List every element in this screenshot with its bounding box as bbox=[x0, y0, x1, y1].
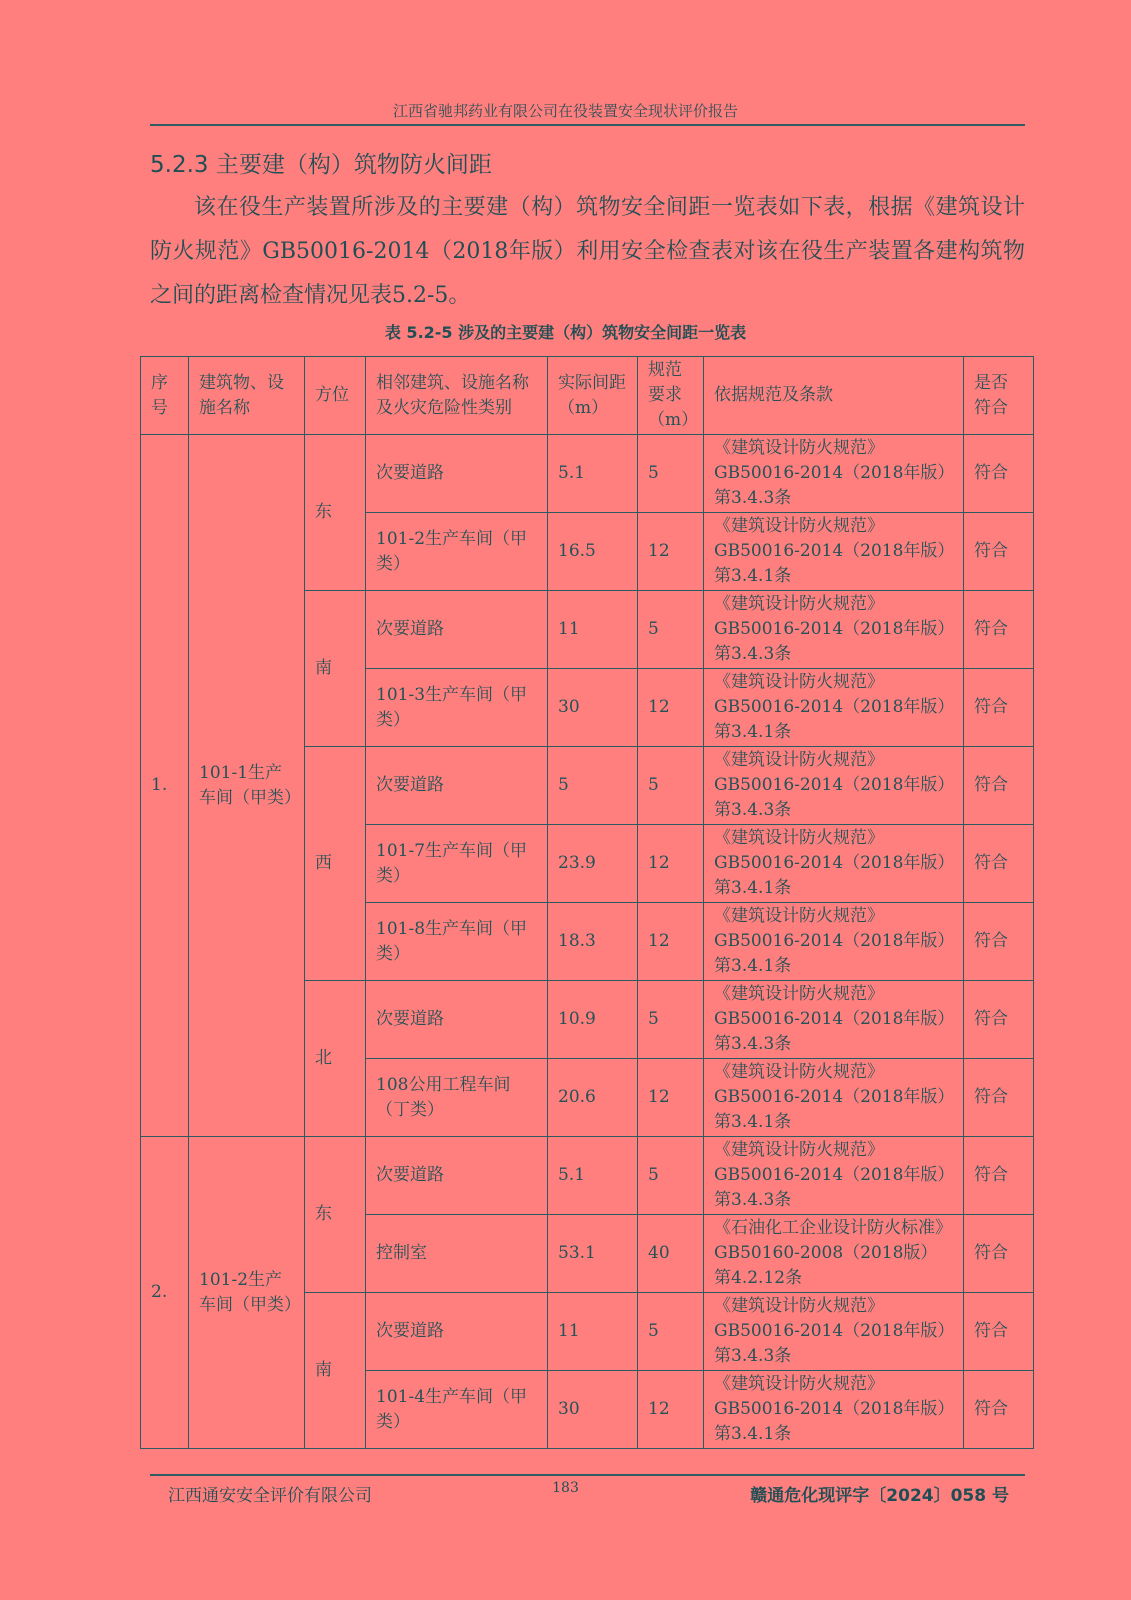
cell-basis: 《建筑设计防火规范》GB50016-2014（2018年版）第3.4.1条 bbox=[704, 1059, 964, 1137]
cell-actual: 5.1 bbox=[548, 435, 638, 513]
header-basis: 依据规范及条款 bbox=[704, 357, 964, 435]
cell-result: 符合 bbox=[964, 1293, 1034, 1371]
cell-actual: 30 bbox=[548, 669, 638, 747]
cell-result: 符合 bbox=[964, 903, 1034, 981]
cell-basis: 《建筑设计防火规范》GB50016-2014（2018年版）第3.4.3条 bbox=[704, 1137, 964, 1215]
table-caption: 表 5.2-5 涉及的主要建（构）筑物安全间距一览表 bbox=[384, 323, 747, 342]
footer-doc-number: 赣通危化现评字〔2024〕058 号 bbox=[750, 1486, 1009, 1506]
cell-direction: 北 bbox=[305, 981, 366, 1137]
cell-required: 5 bbox=[638, 747, 704, 825]
cell-no: 1. bbox=[141, 435, 189, 1137]
header-no: 序号 bbox=[141, 357, 189, 435]
header-adjacent: 相邻建筑、设施名称及火灾危险性类别 bbox=[366, 357, 548, 435]
page-header: 江西省驰邦药业有限公司在役装置安全现状评价报告 bbox=[392, 102, 738, 120]
table-header-row bbox=[141, 357, 1034, 435]
cell-required: 5 bbox=[638, 435, 704, 513]
header-actual-distance: 实际间距（m） bbox=[548, 357, 638, 435]
cell-adjacent: 次要道路 bbox=[366, 591, 548, 669]
cell-actual: 53.1 bbox=[548, 1215, 638, 1293]
cell-basis: 《建筑设计防火规范》GB50016-2014（2018年版）第3.4.1条 bbox=[704, 1371, 964, 1449]
cell-building: 101-2生产车间（甲类） bbox=[189, 1137, 305, 1449]
cell-result: 符合 bbox=[964, 1137, 1034, 1215]
cell-result: 符合 bbox=[964, 669, 1034, 747]
footer-company: 江西通安安全评价有限公司 bbox=[168, 1486, 372, 1506]
cell-actual: 16.5 bbox=[548, 513, 638, 591]
cell-basis: 《建筑设计防火规范》GB50016-2014（2018年版）第3.4.1条 bbox=[704, 669, 964, 747]
cell-direction: 西 bbox=[305, 747, 366, 981]
cell-basis: 《建筑设计防火规范》GB50016-2014（2018年版）第3.4.3条 bbox=[704, 591, 964, 669]
cell-basis: 《建筑设计防火规范》GB50016-2014（2018年版）第3.4.1条 bbox=[704, 513, 964, 591]
header-divider bbox=[150, 124, 1025, 126]
table-row bbox=[141, 435, 1034, 513]
cell-adjacent: 101-7生产车间（甲类） bbox=[366, 825, 548, 903]
cell-actual: 11 bbox=[548, 591, 638, 669]
cell-no: 2. bbox=[141, 1137, 189, 1449]
cell-actual: 10.9 bbox=[548, 981, 638, 1059]
cell-adjacent: 次要道路 bbox=[366, 747, 548, 825]
cell-required: 5 bbox=[638, 591, 704, 669]
cell-required: 12 bbox=[638, 1371, 704, 1449]
cell-result: 符合 bbox=[964, 981, 1034, 1059]
cell-adjacent: 101-3生产车间（甲类） bbox=[366, 669, 548, 747]
cell-adjacent: 次要道路 bbox=[366, 435, 548, 513]
header-building: 建筑物、设施名称 bbox=[189, 357, 305, 435]
section-title: 5.2.3 主要建（构）筑物防火间距 bbox=[150, 152, 492, 178]
header-required-distance: 规范要求（m） bbox=[638, 357, 704, 435]
cell-basis: 《建筑设计防火规范》GB50016-2014（2018年版）第3.4.1条 bbox=[704, 825, 964, 903]
cell-actual: 18.3 bbox=[548, 903, 638, 981]
cell-adjacent: 101-2生产车间（甲类） bbox=[366, 513, 548, 591]
cell-basis: 《建筑设计防火规范》GB50016-2014（2018年版）第3.4.1条 bbox=[704, 903, 964, 981]
cell-required: 12 bbox=[638, 513, 704, 591]
cell-basis: 《建筑设计防火规范》GB50016-2014（2018年版）第3.4.3条 bbox=[704, 747, 964, 825]
cell-result: 符合 bbox=[964, 825, 1034, 903]
cell-required: 5 bbox=[638, 981, 704, 1059]
cell-adjacent: 控制室 bbox=[366, 1215, 548, 1293]
cell-result: 符合 bbox=[964, 1215, 1034, 1293]
cell-adjacent: 101-8生产车间（甲类） bbox=[366, 903, 548, 981]
cell-result: 符合 bbox=[964, 591, 1034, 669]
cell-adjacent: 次要道路 bbox=[366, 981, 548, 1059]
cell-result: 符合 bbox=[964, 435, 1034, 513]
cell-required: 5 bbox=[638, 1137, 704, 1215]
distance-table bbox=[140, 356, 1034, 1449]
cell-actual: 5 bbox=[548, 747, 638, 825]
cell-basis: 《石油化工企业设计防火标准》GB50160-2008（2018版） 第4.2.12条 bbox=[704, 1215, 964, 1293]
cell-required: 12 bbox=[638, 1059, 704, 1137]
cell-actual: 5.1 bbox=[548, 1137, 638, 1215]
cell-direction: 南 bbox=[305, 591, 366, 747]
body-paragraph: 该在役生产装置所涉及的主要建（构）筑物安全间距一览表如下表，根据《建筑设计防火规范》GB50016-2014（2018年版）利用安全检查表对该在役生产装置各建构筑物之间的距离检查情况见表5.2-5。 bbox=[150, 195, 1025, 308]
cell-actual: 23.9 bbox=[548, 825, 638, 903]
cell-basis: 《建筑设计防火规范》GB50016-2014（2018年版）第3.4.3条 bbox=[704, 435, 964, 513]
cell-adjacent: 108公用工程车间（丁类） bbox=[366, 1059, 548, 1137]
cell-basis: 《建筑设计防火规范》GB50016-2014（2018年版）第3.4.3条 bbox=[704, 981, 964, 1059]
cell-result: 符合 bbox=[964, 747, 1034, 825]
table-row bbox=[141, 1137, 1034, 1215]
cell-direction: 东 bbox=[305, 1137, 366, 1293]
header-direction: 方位 bbox=[305, 357, 366, 435]
cell-adjacent: 101-4生产车间（甲类） bbox=[366, 1371, 548, 1449]
cell-result: 符合 bbox=[964, 1059, 1034, 1137]
cell-result: 符合 bbox=[964, 1371, 1034, 1449]
header-result: 是否符合 bbox=[964, 357, 1034, 435]
cell-direction: 南 bbox=[305, 1293, 366, 1449]
cell-actual: 11 bbox=[548, 1293, 638, 1371]
cell-building: 101-1生产车间（甲类） bbox=[189, 435, 305, 1137]
cell-actual: 20.6 bbox=[548, 1059, 638, 1137]
footer-divider bbox=[150, 1474, 1025, 1476]
cell-adjacent: 次要道路 bbox=[366, 1293, 548, 1371]
cell-basis: 《建筑设计防火规范》GB50016-2014（2018年版）第3.4.3条 bbox=[704, 1293, 964, 1371]
cell-result: 符合 bbox=[964, 513, 1034, 591]
cell-actual: 30 bbox=[548, 1371, 638, 1449]
cell-required: 12 bbox=[638, 669, 704, 747]
page-number: 183 bbox=[552, 1480, 579, 1496]
cell-required: 12 bbox=[638, 903, 704, 981]
cell-direction: 东 bbox=[305, 435, 366, 591]
cell-required: 40 bbox=[638, 1215, 704, 1293]
cell-required: 12 bbox=[638, 825, 704, 903]
cell-required: 5 bbox=[638, 1293, 704, 1371]
cell-adjacent: 次要道路 bbox=[366, 1137, 548, 1215]
